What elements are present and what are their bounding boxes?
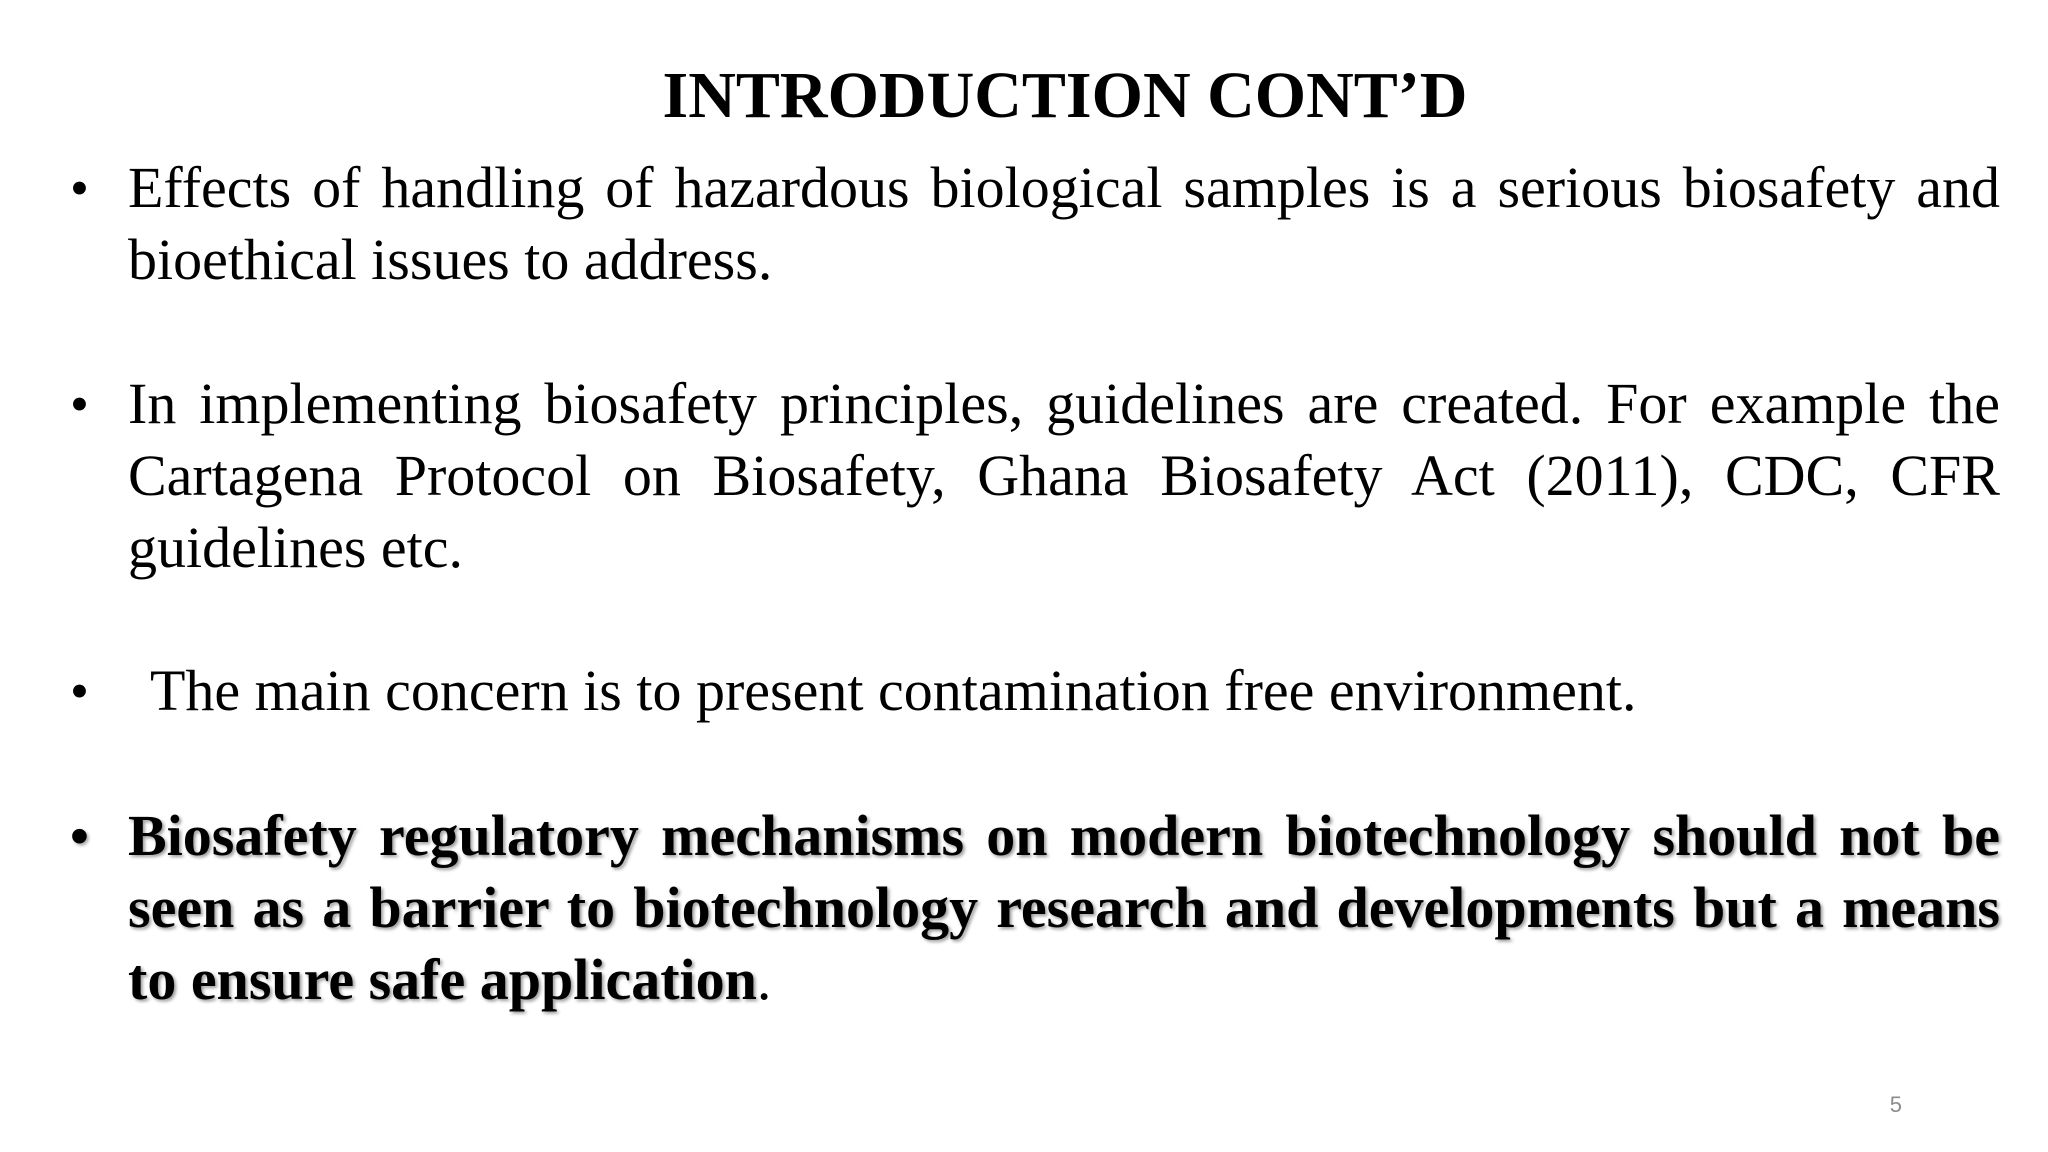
bullet-text: In implementing biosafety principles, guidelines are created. For example the Cartagena Protocol on Biosafety, Ghana Biosafety Act (2011), CDC, CFR guidelines etc.: [128, 371, 2000, 580]
bullet-marker: •: [70, 806, 89, 866]
page-number: 5: [1889, 1092, 1902, 1117]
bullet-text: The main concern is to present contamination free environment.: [150, 658, 1637, 723]
emphasis-text: Biosafety regulatory mechanisms on modern biotechnology should not be seen as a barrier to biotechnology research and developments but a means to ensure safe application: [128, 803, 2000, 1012]
bullet-marker: •: [70, 661, 89, 721]
slide-title: INTRODUCTION CONT’D: [662, 59, 1468, 132]
bullet-text: Effects of handling of hazardous biological samples is a serious biosafety and bioethical issues to address.: [128, 155, 2000, 292]
emphasis-suffix: .: [756, 947, 772, 1012]
bullet-text-emphasis: [128, 800, 2000, 1016]
bullet-marker: •: [70, 158, 89, 218]
bullet-marker: •: [70, 374, 89, 434]
